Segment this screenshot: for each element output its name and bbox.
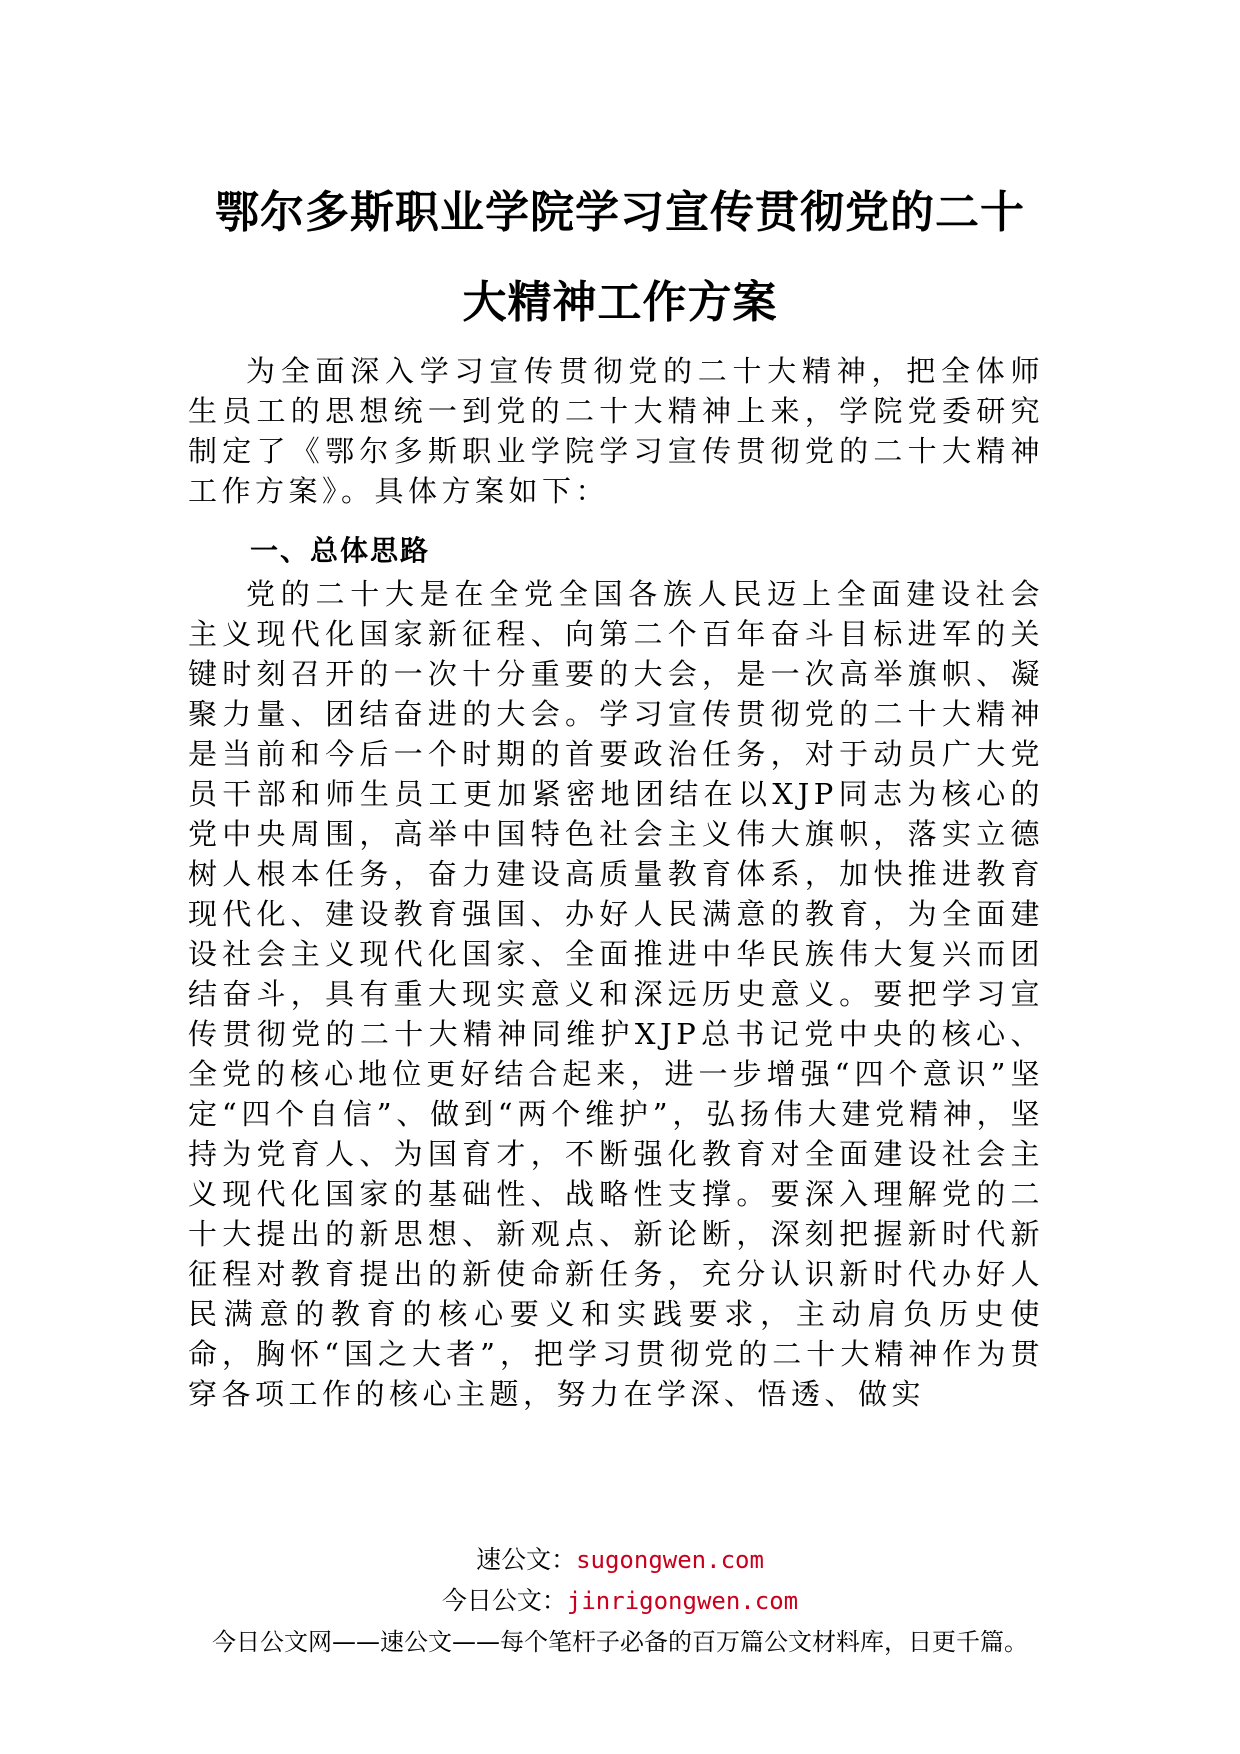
section-body-paragraph: 党的二十大是在全党全国各族人民迈上全面建设社会主义现代化国家新征程、向第二个百年奋斗目标进军的关键时刻召开的一次十分重要的大会，是一次高举旗帜、凝聚力量、团结奋进的大会。学习宣传贯彻党的二十大精神是当前和今后一个时期的首要政治任务，对于动员广大党员干部和师生员工更加紧密地团结在以XJP同志为核心的党中央周围，高举中国特色社会主义伟大旗帜，落实立德树人根本任务，奋力建设高质量教育体系，加快推进教育现代化、建设教育强国、办好人民满意的教育，为全面建设社会主义现代化国家、全面推进中华民族伟大复兴而团结奋斗，具有重大现实意义和深远历史意义。要把学习宣传贯彻党的二十大精神同维护XJP总书记党中央的核心、全党的核心地位更好结合起来，进一步增强“四个意识”坚定“四个自信”、做到“两个维护”，弘扬伟大建党精神，坚持为党育人、为国育才，不断强化教育对全面建设社会主义现代化国家的基础性、战略性支撑。要深入理解党的二十大提出的新思想、新观点、新论断，深刻把握新时代新征程对教育提出的新使命新任务，充分认识新时代办好人民满意的教育的核心要义和实践要求，主动肩负历史使命，胸怀“国之大者”，把学习贯彻党的二十大精神作为贯穿各项工作的核心主题，努力在学深、悟透、做实 <box>188 577 1044 1411</box>
intro-paragraph <box>188 351 1044 511</box>
footer-link-sugongwen[interactable]: sugongwen.com <box>576 1546 764 1574</box>
footer-link-jinrigongwen[interactable]: jinrigongwen.com <box>566 1587 799 1615</box>
section-heading: 一、总体思路 <box>250 534 431 567</box>
document-title-line1: 鄂尔多斯职业学院学习宣传贯彻党的二十 <box>215 187 1025 238</box>
footer-line-2 <box>0 1586 1240 1616</box>
footer-label-2: 今日公文： <box>441 1586 567 1615</box>
footer-line-1 <box>0 1545 1240 1575</box>
footer-slogan: 今日公文网——速公文——每个笔杆子必备的百万篇公文材料库，日更千篇。 <box>212 1628 1028 1656</box>
intro-text: 为全面深入学习宣传贯彻党的二十大精神，把全体师生员工的思想统一到党的二十大精神上来，学院党委研究制定了《鄂尔多斯职业学院学习宣传贯彻党的二十大精神工作方案》。具体方案如下： <box>188 354 1044 508</box>
footer-label-1: 速公文： <box>476 1545 577 1574</box>
document-title-line2: 大精神工作方案 <box>462 277 778 328</box>
